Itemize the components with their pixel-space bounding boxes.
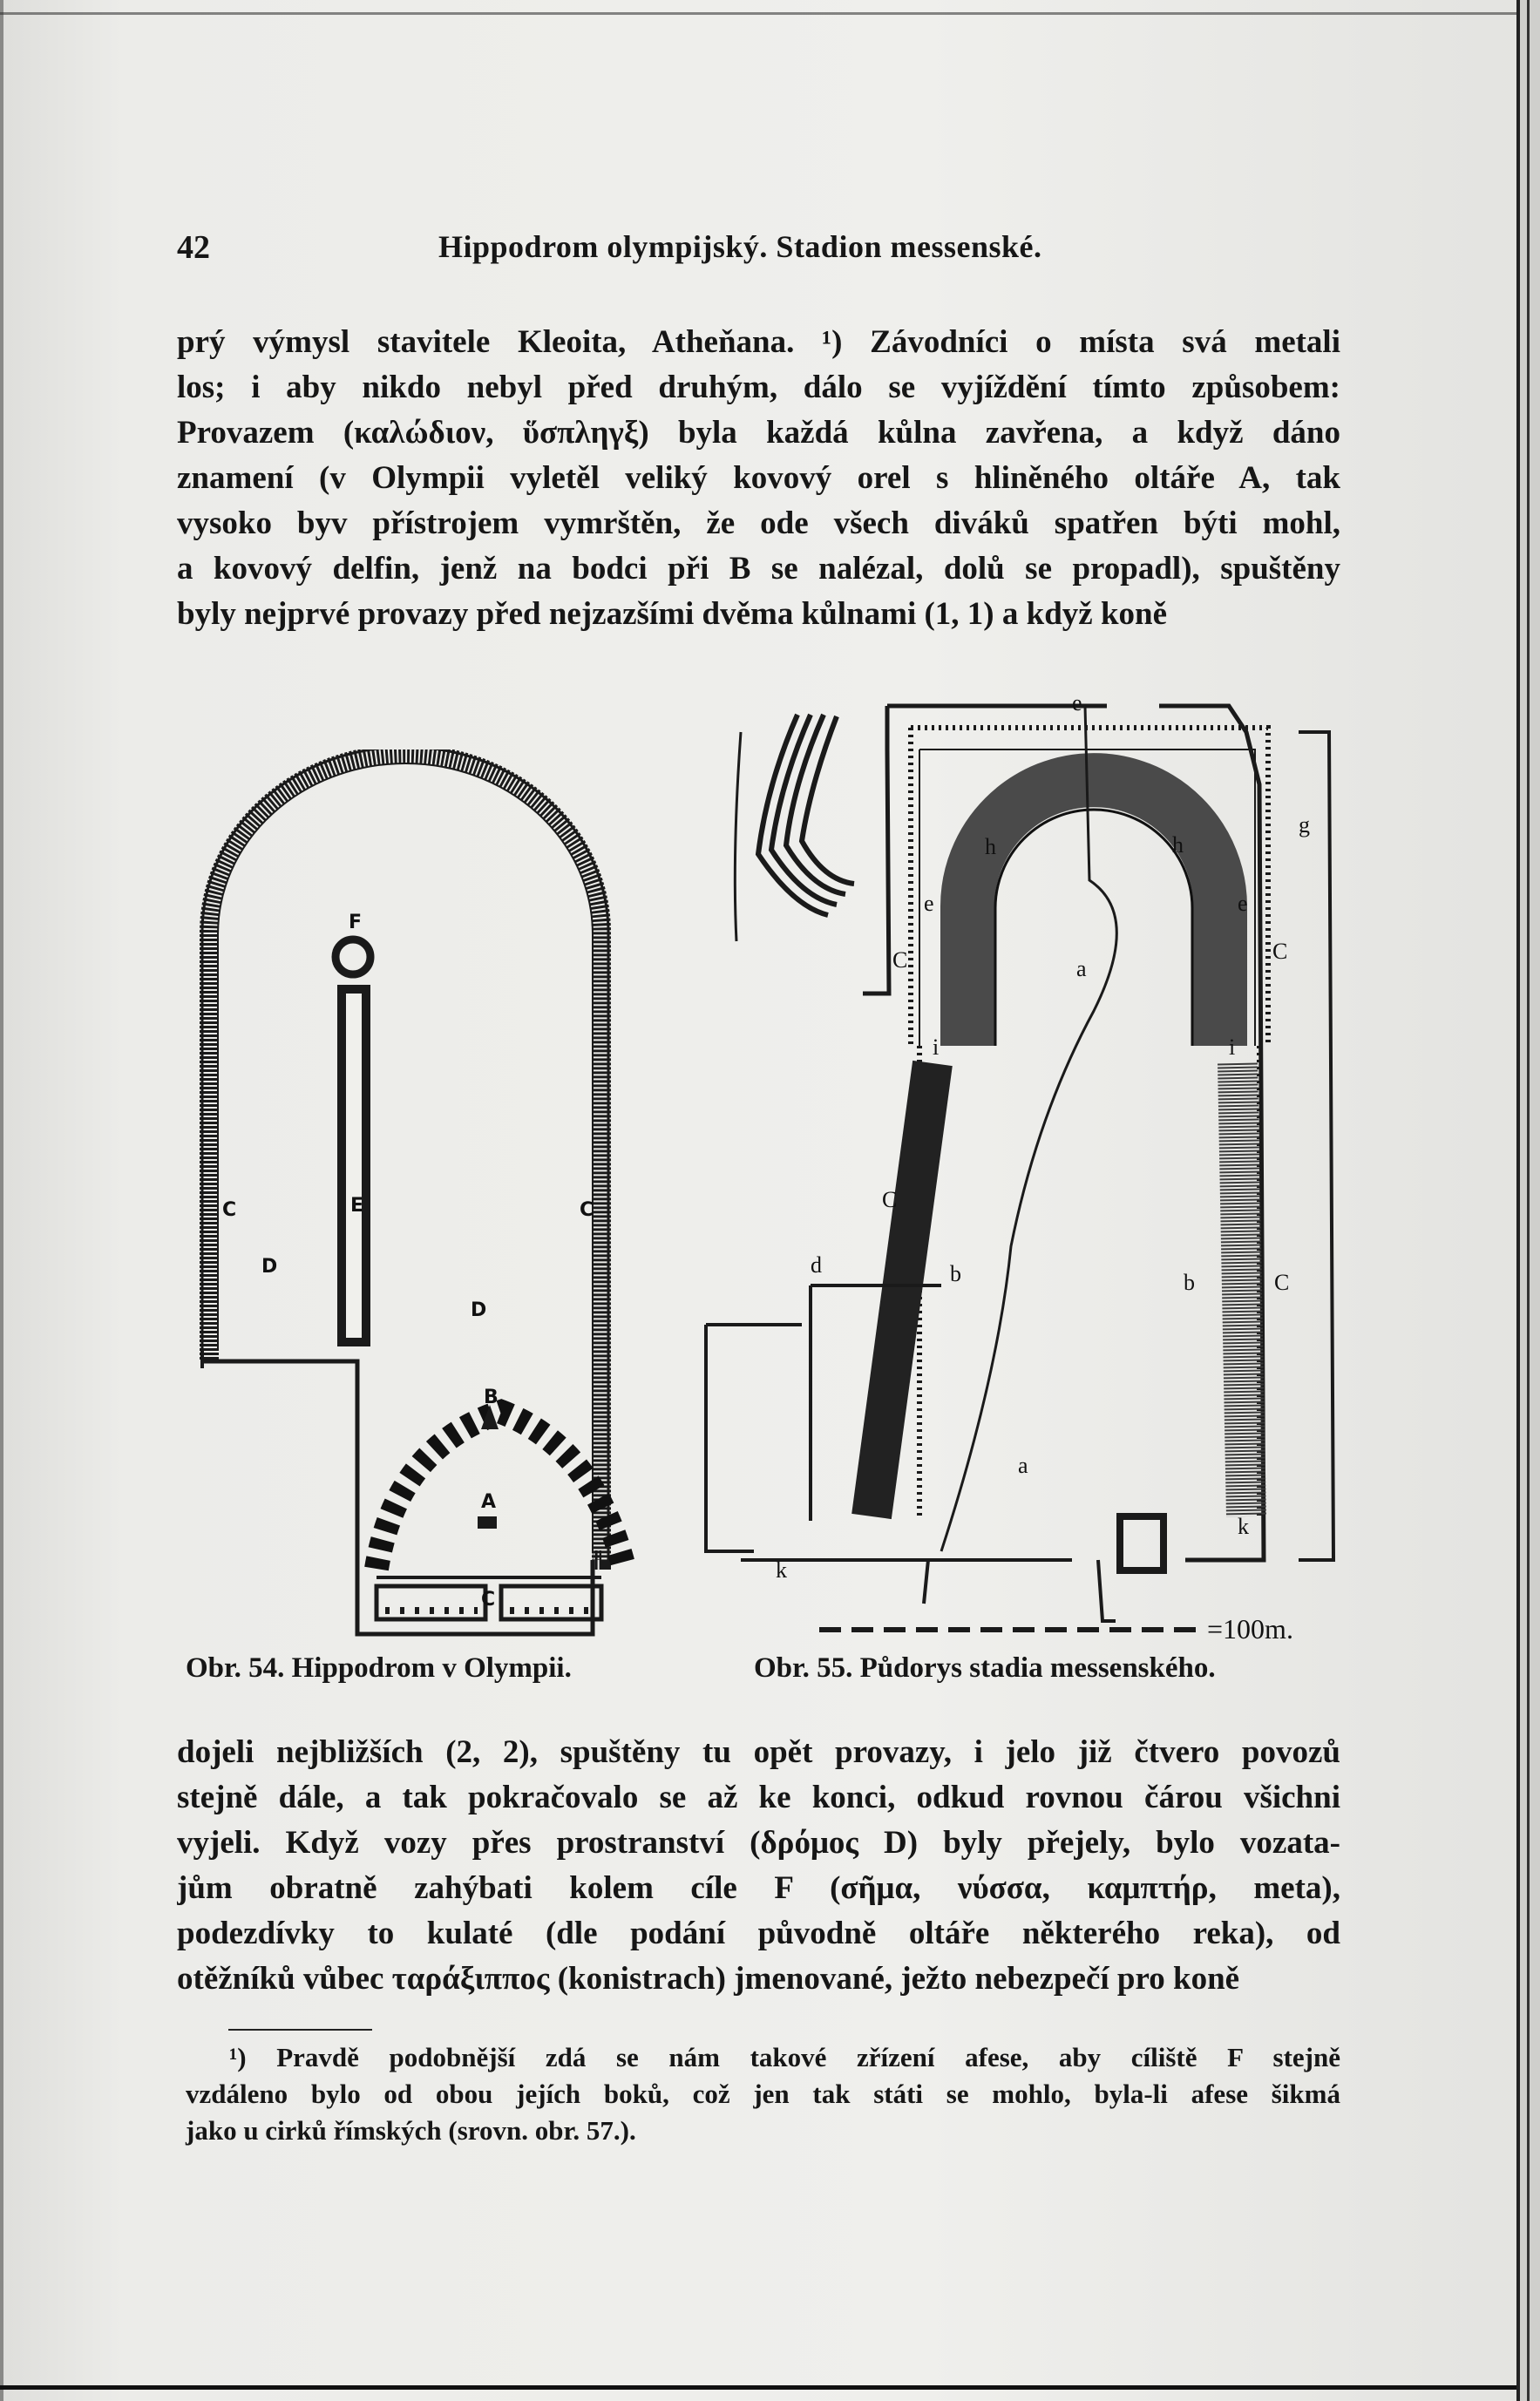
fig55-label-c-lower: C (1274, 1270, 1290, 1295)
fig54-label-c-left: C (222, 1199, 237, 1221)
heroon-k (1120, 1516, 1163, 1570)
page-header (177, 228, 1345, 272)
fig54-label-d-right: D (471, 1299, 487, 1321)
fig54-label-a: A (481, 1491, 497, 1513)
text-line: a kovový delfin, jenž na bodci při B se nalézal, dolů se propadl), spuštěny (177, 551, 1340, 587)
footnote (186, 2039, 1340, 2149)
fig55-label-i-right: i (1229, 1034, 1236, 1060)
fig55-label-e-top: e (1072, 690, 1082, 716)
fig55-label-i-left: i (933, 1034, 940, 1060)
fig55-label-a-top: a (1076, 956, 1087, 981)
footnote-separator (228, 2029, 372, 2031)
hippodrome-outer-wall-line (202, 749, 608, 1560)
text-line: vysoko byv přístrojem vymrštěn, že ode všech diváků spatřen býti mohl, (177, 505, 1340, 541)
fig55-label-d: d (811, 1252, 822, 1278)
stadium-messene-plan-figure (689, 680, 1360, 1647)
terrain-curves (758, 715, 854, 915)
text-line: Provazem (καλώδιον, ὕσπληγξ) byla každá kůlna zavřena, a když dáno (177, 415, 1340, 451)
stall-row-left (377, 1586, 485, 1619)
altar-a (478, 1516, 497, 1529)
fig55-label-e-right: e (1238, 891, 1248, 916)
fig54-label-d-left: D (261, 1256, 278, 1278)
paragraph-top (177, 320, 1340, 637)
sphendone-arc (967, 780, 1220, 1046)
text-line: podezdívky to kulaté (dle podání původně oltáře některého reka), od (177, 1916, 1340, 1951)
page-number: 42 (177, 229, 210, 266)
fig54-label-c-right: C (580, 1199, 594, 1221)
fig55-label-h-right: h (1172, 832, 1184, 858)
text-line: prý výmysl stavitele Kleoita, Atheňana. ¹) Závodníci o místa svá metali (177, 324, 1340, 360)
scan-border-bottom (0, 2385, 1516, 2390)
text-line: znamení (v Olympii vyletěl veliký kovový orel s hliněného oltáře A, tak (177, 460, 1340, 496)
fig55-label-h-left: h (985, 834, 996, 859)
footnote-line: ¹) Pravdě podobnější zdá se nám takové zřízení afese, aby cíliště F stejně (229, 2042, 1340, 2072)
fig55-label-c-mid: C (882, 1187, 898, 1212)
figure-55-caption: Obr. 55. Půdorys stadia messenského. (754, 1652, 1216, 1684)
running-title: Hippodrom olympijský. Stadion messenské. (438, 229, 1042, 264)
track-right-seating (1238, 1063, 1246, 1516)
text-line: vyjeli. Když vozy přes prostranství (δρόμος D) byly přejely, bylo vozata- (177, 1825, 1340, 1861)
hippodrome-olympia-figure (183, 749, 636, 1638)
fig55-label-k-left: k (776, 1557, 787, 1583)
fig55-label-b-left: b (950, 1261, 961, 1286)
hippodrome-outer-wall (209, 754, 601, 1560)
text-line: dojeli nejbližších (2, 2), spuštěny tu opět provazy, i jelo již čtvero povozů (177, 1734, 1340, 1770)
fig54-label-c-bottom: C (481, 1589, 496, 1611)
footnote-line: jako u cirků římských (srovn. obr. 57.). (186, 2115, 636, 2146)
fig54-label-f: F (349, 912, 363, 933)
text-line: byly nejprvé provazy před nejzazšími dvěma kůlnami (1, 1) a když koně (177, 596, 1168, 632)
stall-row-right (501, 1586, 601, 1619)
starting-stalls-arc (377, 1412, 623, 1569)
fig55-label-k-right: k (1238, 1514, 1249, 1539)
bottom-boundary (741, 1560, 1116, 1621)
fig54-label-b: B (484, 1387, 499, 1408)
terrain-left-upper (735, 732, 741, 941)
fig55-label-c-left: C (892, 947, 908, 973)
scan-border-top (0, 12, 1516, 15)
fig55-label-b-right: b (1184, 1270, 1195, 1295)
fig55-label-e-left: e (924, 891, 934, 916)
page-edge-line (1527, 0, 1530, 2401)
hippodrome-start-outline (202, 1361, 593, 1634)
fig54-label-e: E (350, 1195, 364, 1217)
fig55-label-a-lower: a (1018, 1453, 1028, 1478)
paragraph-bottom (177, 1730, 1340, 2002)
text-line: stejně dále, a tak pokračovalo se až ke konci, odkud rovnou čárou všichni (177, 1780, 1340, 1815)
footnote-line: vzdáleno bylo od obou jejích boků, což jen tak státi se mohlo, byla-li afese šikmá (186, 2079, 1340, 2109)
text-line: jům obratně zahýbati kolem cíle F (σῆμα, νύσσα, καμπτήρ, meta), (177, 1870, 1340, 1906)
turning-post-f (336, 939, 370, 974)
text-line: los; i aby nikdo nebyl před druhým, dálo se vyjíždění tímto způsobem: (177, 370, 1340, 405)
spina-barrier-e (342, 989, 366, 1342)
scan-border-left (0, 0, 3, 2401)
fig55-scale-label: =100m. (1207, 1613, 1293, 1645)
figure-54-caption: Obr. 54. Hippodrom v Olympii. (186, 1652, 572, 1684)
fig55-label-g: g (1299, 812, 1310, 838)
fig55-label-c-right: C (1272, 939, 1288, 964)
track-left-seating (872, 1063, 933, 1516)
right-enclosure (1299, 732, 1333, 1560)
text-line: otěžníků vůbec ταράξιππος (konistrach) jmenované, ježto nebezpečí pro koně (177, 1961, 1240, 1997)
